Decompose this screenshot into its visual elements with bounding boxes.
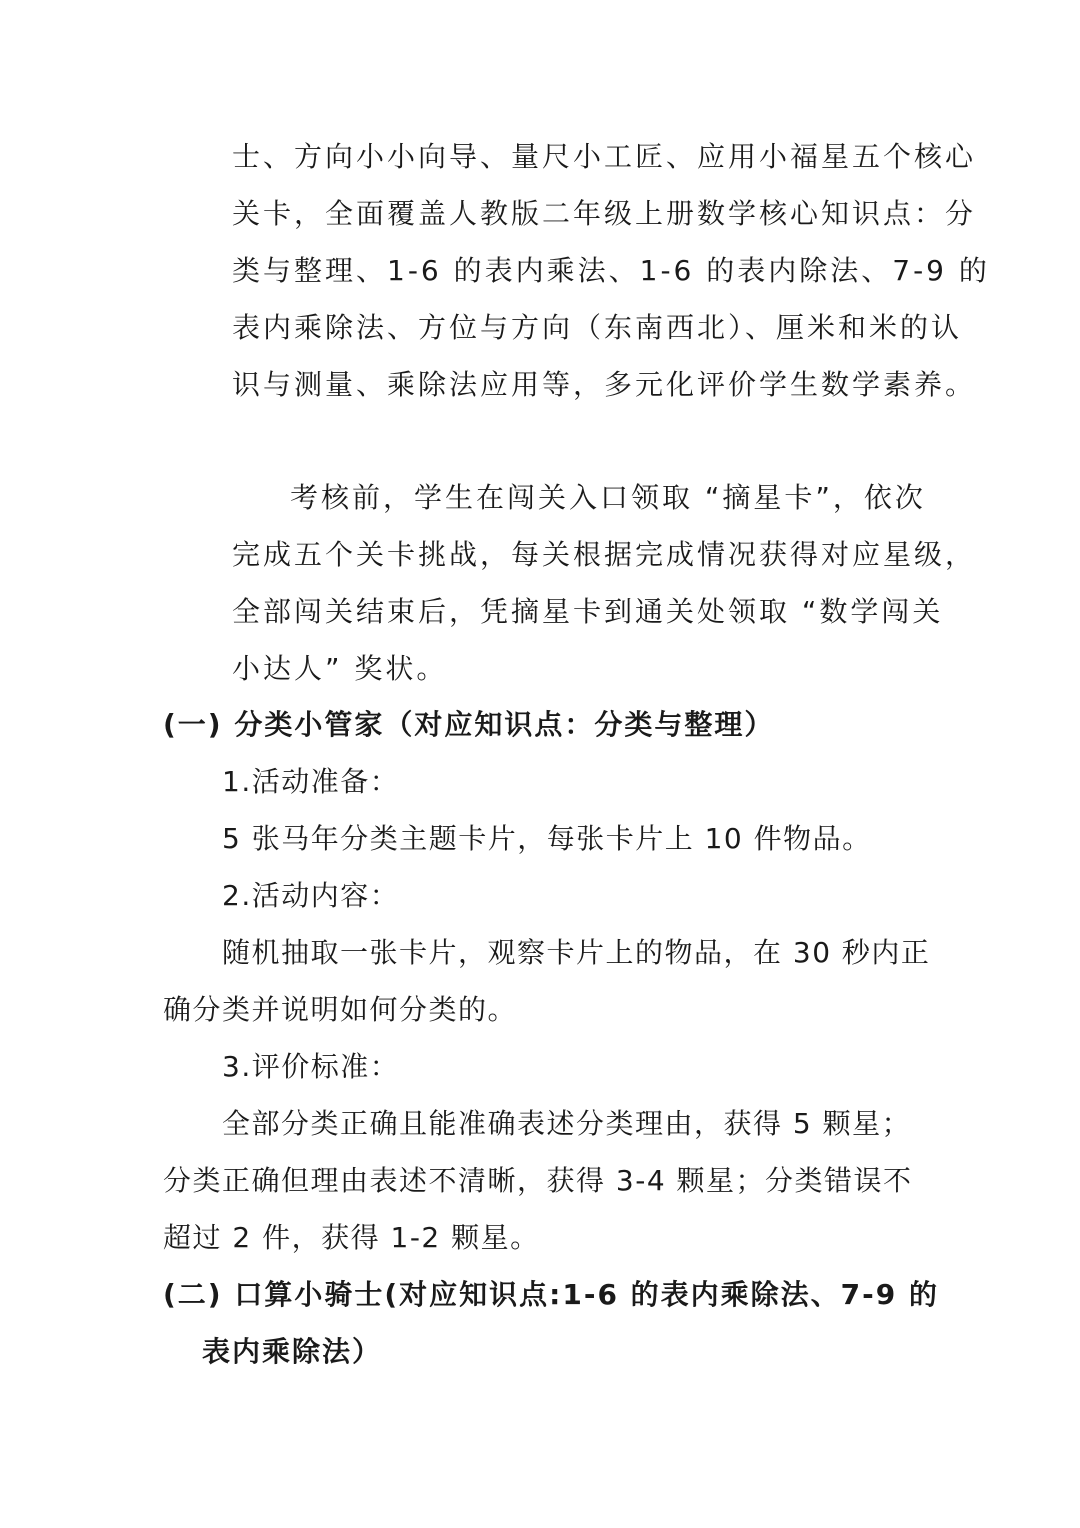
intro-line-5: 识与测量、乘除法应用等，多元化评价学生数学素养。	[232, 368, 977, 401]
section1-criteria-line-3: 超过 2 件，获得 1-2 颗星。	[163, 1221, 540, 1254]
section1-prep-label: 1.活动准备：	[222, 765, 400, 798]
pre-exam-line-1: 考核前，学生在闯关入口领取 “摘星卡”，依次	[290, 481, 926, 514]
pre-exam-line-2: 完成五个关卡挑战，每关根据完成情况获得对应星级，	[232, 538, 977, 571]
section1-content-line-1: 随机抽取一张卡片，观察卡片上的物品，在 30 秒内正	[222, 936, 931, 969]
intro-line-3: 类与整理、1-6 的表内乘法、1-6 的表内除法、7-9 的	[232, 254, 990, 287]
section1-heading: (一) 分类小管家（对应知识点：分类与整理）	[163, 708, 775, 741]
intro-line-1: 士、方向小小向导、量尺小工匠、应用小福星五个核心	[232, 140, 977, 173]
section1-criteria-line-2: 分类正确但理由表述不清晰，获得 3-4 颗星；分类错误不	[163, 1164, 913, 1197]
section2-heading-line-1: (二) 口算小骑士(对应知识点:1-6 的表内乘除法、7-9 的	[163, 1278, 940, 1311]
section1-prep-text: 5 张马年分类主题卡片，每张卡片上 10 件物品。	[222, 822, 872, 855]
section2-heading-line-2: 表内乘除法）	[202, 1335, 383, 1368]
pre-exam-line-4: 小达人” 奖状。	[232, 652, 448, 685]
pre-exam-line-3: 全部闯关结束后，凭摘星卡到通关处领取 “数学闯关	[232, 595, 944, 628]
intro-line-2: 关卡，全面覆盖人教版二年级上册数学核心知识点：分	[232, 197, 977, 230]
section1-content-line-2: 确分类并说明如何分类的。	[163, 993, 518, 1026]
section1-content-label: 2.活动内容：	[222, 879, 400, 912]
intro-line-4: 表内乘除法、方位与方向（东南西北）、厘米和米的认	[232, 311, 963, 344]
section1-criteria-line-1: 全部分类正确且能准确表述分类理由，获得 5 颗星；	[222, 1107, 912, 1140]
section1-criteria-label: 3.评价标准：	[222, 1050, 400, 1083]
